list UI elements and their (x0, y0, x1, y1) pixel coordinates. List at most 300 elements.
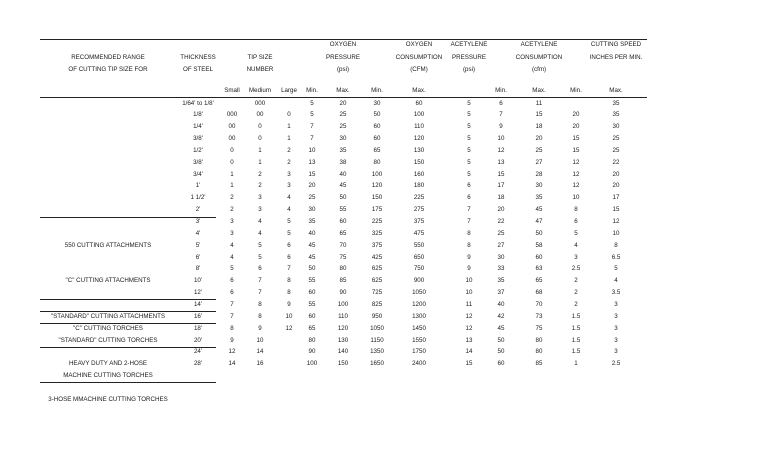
acetylene-pressure-cell: 5 (467, 123, 471, 131)
oxygen-consumption-min-cell: 225 (371, 218, 383, 225)
oxygen-pressure-min-cell: 20 (308, 182, 316, 190)
tip-medium-cell: 8 (258, 300, 262, 308)
cutting-speed-max-cell: 22 (612, 158, 620, 166)
oxygen-pressure-min-cell: 60 (308, 289, 316, 297)
oxygen-consumption-min-cell: 50 (373, 111, 381, 119)
oxygen-pressure-min-cell: 40 (308, 229, 316, 237)
oxygen-pressure-min-cell: 35 (308, 218, 316, 225)
acetylene-pressure-cell: 15 (465, 360, 473, 368)
tip-large-cell: 10 (285, 312, 293, 320)
cutting-speed-max-cell: 3 (614, 300, 618, 308)
oxygen-consumption-min-cell: 425 (371, 253, 383, 261)
acetylene-consumption-min-cell: 50 (497, 348, 505, 356)
cutting-speed-max-cell: 20 (612, 170, 620, 178)
oxygen-consumption-min-cell: 1350 (370, 348, 384, 356)
acetylene-consumption-min-cell: 22 (497, 218, 505, 225)
oxygen-consumption-max-cell: 475 (413, 229, 425, 237)
acetylene-pressure-cell: 13 (465, 336, 473, 344)
cutting-speed-max-cell: 3 (614, 348, 618, 356)
tip-small-cell: 14 (228, 360, 236, 368)
acetylene-pressure-cell: 8 (467, 229, 471, 237)
cutting-speed-max-cell: 20 (612, 182, 620, 190)
oxygen-pressure-max-cell: 50 (339, 194, 347, 202)
oxygen-pressure-max-cell: 45 (339, 182, 347, 190)
acetylene-pressure-cell: 5 (467, 135, 471, 143)
acetylene-consumption-unit: (cfm) (531, 66, 547, 73)
group-separator-rule (40, 299, 216, 300)
tip-medium-cell: 14 (256, 348, 264, 356)
oxygen-consumption-min-cell: 725 (371, 289, 383, 297)
acetylene-consumption-max-cell: 68 (535, 289, 543, 297)
acetylene-consumption-min-cell: 60 (497, 360, 505, 368)
cutting-speed-min-cell: 12 (572, 158, 580, 166)
acetylene-consumption-min-cell: 9 (499, 123, 503, 131)
acetylene-consumption-min-cell: 30 (497, 253, 505, 261)
oxygen-pressure-header-line1: OXYGEN (329, 41, 357, 48)
acetylene-consumption-max-cell: 73 (535, 312, 543, 320)
acetylene-consumption-min-cell: 17 (497, 182, 505, 190)
subheader-max-6: Max. (412, 87, 426, 94)
tip-large-cell: 12 (285, 324, 293, 332)
tip-large-cell: 5 (287, 218, 291, 225)
thickness-cell: 1/4' (193, 123, 203, 131)
cutting-speed-min-cell: 1.5 (571, 324, 581, 332)
tip-small-cell: 2 (230, 194, 234, 202)
oxygen-consumption-max-cell: 275 (413, 206, 425, 214)
oxygen-consumption-min-cell: 100 (371, 170, 383, 178)
thickness-cell: 14' (193, 300, 203, 308)
acetylene-consumption-max-cell: 85 (535, 360, 543, 368)
group-label: "C" CUTTING TORCHES (73, 324, 143, 332)
acetylene-consumption-max-cell: 15 (535, 111, 543, 119)
oxygen-consumption-min-cell: 30 (373, 99, 381, 107)
oxygen-pressure-max-cell: 30 (339, 135, 347, 143)
acetylene-consumption-max-cell: 28 (535, 170, 543, 178)
oxygen-consumption-max-cell: 225 (413, 194, 425, 202)
oxygen-pressure-min-cell: 15 (308, 170, 316, 178)
oxygen-pressure-max-cell: 25 (339, 123, 347, 131)
oxygen-pressure-max-cell: 85 (339, 277, 347, 285)
acetylene-consumption-max-cell: 47 (535, 218, 543, 225)
cutting-speed-header-line1: CUTTING SPEED (590, 41, 642, 48)
acetylene-consumption-header-line1: ACETYLENE (520, 41, 558, 48)
cutting-speed-min-cell: 4 (574, 241, 578, 249)
acetylene-pressure-cell: 5 (467, 146, 471, 154)
thickness-header-line2: OF STEEL (183, 66, 213, 73)
acetylene-consumption-min-cell: 33 (497, 265, 505, 273)
cutting-speed-min-cell: 2.5 (571, 265, 581, 273)
acetylene-pressure-cell: 7 (467, 206, 471, 214)
cutting-speed-min-cell: 12 (572, 170, 580, 178)
tip-medium-cell: 1 (258, 146, 262, 154)
acetylene-consumption-max-cell: 20 (535, 135, 543, 143)
thickness-cell: 24' (193, 348, 203, 356)
tip-small-cell: 7 (230, 312, 234, 320)
tip-large-cell: 8 (287, 289, 291, 297)
acetylene-consumption-max-cell: 80 (535, 336, 543, 344)
cutting-speed-min-cell: 10 (572, 194, 580, 202)
oxygen-pressure-min-cell: 50 (308, 265, 316, 273)
oxygen-consumption-max-cell: 900 (413, 277, 425, 285)
oxygen-pressure-max-cell: 120 (337, 324, 349, 332)
subheader-min-9: Min. (570, 87, 582, 94)
acetylene-pressure-header-line1: ACETYLENE (450, 41, 488, 48)
cutting-speed-min-cell: 20 (572, 123, 580, 131)
oxygen-consumption-max-cell: 750 (413, 265, 425, 273)
acetylene-consumption-min-cell: 6 (499, 99, 503, 107)
tip-medium-cell: 2 (258, 182, 262, 190)
oxygen-pressure-max-cell: 100 (337, 300, 349, 308)
oxygen-pressure-min-cell: 5 (310, 99, 314, 107)
tip-medium-cell: 000 (254, 99, 266, 107)
oxygen-pressure-max-cell: 75 (339, 253, 347, 261)
acetylene-pressure-cell: 5 (467, 158, 471, 166)
oxygen-consumption-min-cell: 60 (373, 123, 381, 131)
cutting-speed-max-cell: 5 (614, 265, 618, 273)
thickness-cell: 1/64' to 1/8' (182, 99, 214, 107)
cutting-speed-max-cell: 8 (614, 241, 618, 249)
oxygen-pressure-min-cell: 80 (308, 336, 316, 344)
oxygen-pressure-max-cell: 70 (339, 241, 347, 249)
subheader-large-2: Large (281, 87, 297, 94)
acetylene-pressure-cell: 12 (465, 324, 473, 332)
tip-medium-cell: 7 (258, 289, 262, 297)
oxygen-pressure-max-cell: 65 (339, 229, 347, 237)
acetylene-consumption-max-cell: 75 (535, 324, 543, 332)
thickness-cell: 10' (193, 277, 203, 285)
oxygen-consumption-max-cell: 1450 (412, 324, 426, 332)
acetylene-pressure-cell: 5 (467, 111, 471, 119)
oxygen-pressure-max-cell: 150 (337, 360, 349, 368)
tip-medium-cell: 0 (258, 123, 262, 131)
acetylene-consumption-max-cell: 63 (535, 265, 543, 273)
cutting-speed-max-cell: 17 (612, 194, 620, 202)
subheader-max-10: Max. (609, 87, 623, 94)
acetylene-consumption-max-cell: 50 (535, 229, 543, 237)
thickness-cell: 12' (193, 289, 203, 297)
oxygen-consumption-max-cell: 550 (413, 241, 425, 249)
group-separator-rule (40, 323, 216, 324)
tip-small-cell: 7 (230, 300, 234, 308)
acetylene-consumption-max-cell: 80 (535, 348, 543, 356)
tip-medium-cell: 10 (256, 336, 264, 344)
tip-large-cell: 4 (287, 194, 291, 202)
acetylene-consumption-min-cell: 13 (497, 158, 505, 166)
acetylene-consumption-min-cell: 12 (497, 146, 505, 154)
cutting-speed-max-cell: 30 (612, 123, 620, 131)
oxygen-pressure-max-cell: 130 (337, 336, 349, 344)
oxygen-pressure-min-cell: 45 (308, 241, 316, 249)
tip-medium-cell: 5 (258, 241, 262, 249)
oxygen-pressure-unit: (psi) (336, 66, 350, 73)
cutting-speed-min-cell: 5 (574, 229, 578, 237)
oxygen-pressure-min-cell: 25 (308, 194, 316, 202)
oxygen-pressure-max-cell: 20 (339, 99, 347, 107)
tip-large-cell: 7 (287, 265, 291, 273)
group-label: MACHINE CUTTING TORCHES (63, 372, 153, 380)
thickness-cell: 5' (195, 241, 201, 249)
tip-medium-cell: 8 (258, 312, 262, 320)
group-separator-rule (40, 347, 216, 348)
tip-small-cell: 8 (230, 324, 234, 332)
subheader-min-7: Min. (495, 87, 507, 94)
tip-small-cell: 2 (230, 206, 234, 214)
cutting-speed-min-cell: 1.5 (571, 336, 581, 344)
cutting-speed-min-cell: 1.5 (571, 312, 581, 320)
oxygen-consumption-max-cell: 130 (413, 146, 425, 154)
oxygen-pressure-min-cell: 45 (308, 253, 316, 261)
oxygen-pressure-max-cell: 38 (339, 158, 347, 166)
acetylene-consumption-max-cell: 25 (535, 146, 543, 154)
tip-small-cell: 4 (230, 253, 234, 261)
oxygen-pressure-min-cell: 10 (308, 146, 316, 154)
oxygen-consumption-min-cell: 825 (371, 300, 383, 308)
oxygen-pressure-max-cell: 60 (339, 218, 347, 225)
tip-small-cell: 6 (230, 289, 234, 297)
cutting-speed-min-cell: 3 (574, 253, 578, 261)
acetylene-pressure-cell: 9 (467, 265, 471, 273)
thickness-cell: 1 1/2' (190, 194, 206, 202)
oxygen-pressure-min-cell: 30 (308, 206, 316, 214)
group-label: 550 CUTTING ATTACHMENTS (64, 241, 152, 249)
oxygen-consumption-max-cell: 160 (413, 170, 425, 178)
oxygen-consumption-min-cell: 325 (371, 229, 383, 237)
subheader-small-0: Small (224, 87, 240, 94)
oxygen-consumption-min-cell: 625 (371, 265, 383, 273)
oxygen-consumption-max-cell: 1550 (412, 336, 426, 344)
tip-medium-cell: 4 (258, 229, 262, 237)
tip-medium-cell: 0 (258, 135, 262, 143)
subheader-max-8: Max. (532, 87, 546, 94)
acetylene-consumption-max-cell: 70 (535, 300, 543, 308)
cutting-speed-min-cell: 1 (574, 360, 578, 368)
tip-medium-cell: 4 (258, 218, 262, 225)
tip-large-cell: 8 (287, 277, 291, 285)
cutting-speed-max-cell: 3 (614, 312, 618, 320)
range-header-line2: OF CUTTING TIP SIZE FOR (68, 66, 148, 73)
oxygen-consumption-min-cell: 60 (373, 135, 381, 143)
oxygen-consumption-max-cell: 650 (413, 253, 425, 261)
group-label: "STANDARD" CUTTING TORCHES (58, 336, 158, 344)
oxygen-consumption-min-cell: 1150 (370, 336, 384, 344)
oxygen-pressure-min-cell: 65 (308, 324, 316, 332)
thickness-cell: 20' (193, 336, 203, 344)
group-label: "C" CUTTING ATTACHMENTS (65, 277, 151, 285)
tip-small-cell: 00 (228, 123, 236, 131)
tip-large-cell: 6 (287, 253, 291, 261)
oxygen-pressure-min-cell: 13 (308, 158, 316, 166)
thickness-header-line1: THICKNESS (180, 54, 216, 61)
oxygen-consumption-max-cell: 60 (415, 99, 423, 107)
cutting-speed-max-cell: 4 (614, 277, 618, 285)
oxygen-pressure-max-cell: 35 (339, 146, 347, 154)
cutting-speed-min-cell: 15 (572, 135, 580, 143)
oxygen-consumption-header-line2: CONSUMPTION (395, 54, 443, 61)
acetylene-consumption-min-cell: 27 (497, 241, 505, 249)
oxygen-pressure-max-cell: 55 (339, 206, 347, 214)
header-bottom-rule (40, 97, 647, 98)
acetylene-pressure-cell: 7 (467, 218, 471, 225)
acetylene-consumption-max-cell: 45 (535, 206, 543, 214)
thickness-cell: 3/4' (193, 170, 203, 178)
oxygen-consumption-min-cell: 65 (373, 146, 381, 154)
oxygen-pressure-min-cell: 100 (306, 360, 318, 368)
tip-medium-cell: 2 (258, 170, 262, 178)
cutting-speed-max-cell: 3 (614, 336, 618, 344)
thickness-cell: 3/8' (193, 158, 203, 166)
cutting-speed-max-cell: 15 (612, 206, 620, 214)
acetylene-consumption-max-cell: 11 (535, 99, 543, 107)
tip-small-cell: 0 (230, 146, 234, 154)
cutting-speed-max-cell: 25 (612, 146, 620, 154)
tip-medium-cell: 16 (256, 360, 264, 368)
thickness-cell: 8' (195, 265, 201, 273)
oxygen-consumption-min-cell: 120 (371, 182, 383, 190)
oxygen-consumption-max-cell: 120 (413, 135, 425, 143)
oxygen-consumption-min-cell: 150 (371, 194, 383, 202)
thickness-cell: 4' (195, 229, 201, 237)
cutting-speed-max-cell: 35 (612, 99, 620, 107)
acetylene-pressure-cell: 8 (467, 241, 471, 249)
oxygen-consumption-unit: (CFM) (410, 66, 428, 73)
acetylene-consumption-min-cell: 45 (497, 324, 505, 332)
table-top-rule (40, 39, 647, 40)
oxygen-consumption-min-cell: 80 (373, 158, 381, 166)
tip-medium-cell: 3 (258, 206, 262, 214)
group-separator-rule (40, 311, 216, 312)
tip-small-cell: 6 (230, 277, 234, 285)
acetylene-consumption-min-cell: 18 (497, 194, 505, 202)
group-label: HEAVY DUTY AND 2-HOSE (68, 360, 148, 368)
thickness-cell: 3' (195, 218, 201, 225)
acetylene-consumption-header-line2: CONSUMPTION (515, 54, 563, 61)
oxygen-consumption-max-cell: 1750 (412, 348, 426, 356)
acetylene-consumption-max-cell: 60 (535, 253, 543, 261)
range-header-line1: RECOMMENDED RANGE (71, 54, 145, 61)
acetylene-pressure-cell: 5 (467, 99, 471, 107)
acetylene-pressure-cell: 12 (465, 312, 473, 320)
acetylene-consumption-min-cell: 20 (497, 206, 505, 214)
tip-small-cell: 1 (230, 170, 234, 178)
thickness-cell: 18' (193, 324, 203, 332)
cutting-speed-max-cell: 2.5 (611, 360, 621, 368)
acetylene-pressure-cell: 10 (465, 277, 473, 285)
acetylene-consumption-min-cell: 40 (497, 300, 505, 308)
cutting-speed-max-cell: 3 (614, 324, 618, 332)
tip-small-cell: 000 (226, 111, 238, 119)
oxygen-consumption-max-cell: 180 (413, 182, 425, 190)
oxygen-pressure-min-cell: 7 (310, 135, 314, 143)
oxygen-pressure-min-cell: 90 (308, 348, 316, 356)
cutting-speed-min-cell: 8 (574, 206, 578, 214)
tip-large-cell: 3 (287, 170, 291, 178)
oxygen-pressure-min-cell: 5 (310, 111, 314, 119)
tip-large-cell: 1 (287, 123, 291, 131)
subheader-min-5: Min. (371, 87, 383, 94)
tip-medium-cell: 00 (256, 111, 264, 119)
cutting-speed-max-cell: 35 (612, 111, 620, 119)
oxygen-pressure-max-cell: 25 (339, 111, 347, 119)
oxygen-consumption-min-cell: 1050 (370, 324, 384, 332)
subheader-min-3: Min. (306, 87, 318, 94)
cutting-speed-max-cell: 12 (612, 218, 620, 225)
acetylene-consumption-min-cell: 50 (497, 336, 505, 344)
tip-size-header-line1: TIP SIZE (247, 54, 273, 61)
oxygen-consumption-max-cell: 150 (413, 158, 425, 166)
tip-large-cell: 4 (287, 206, 291, 214)
acetylene-consumption-max-cell: 58 (535, 241, 543, 249)
cutting-speed-header-line2: INCHES PER MIN. (589, 54, 643, 61)
acetylene-consumption-max-cell: 18 (535, 123, 543, 131)
group-separator-rule (40, 217, 216, 218)
acetylene-consumption-max-cell: 30 (535, 182, 543, 190)
tip-small-cell: 4 (230, 241, 234, 249)
acetylene-pressure-cell: 10 (465, 289, 473, 297)
tip-small-cell: 0 (230, 158, 234, 166)
oxygen-pressure-min-cell: 55 (308, 277, 316, 285)
tip-small-cell: 9 (230, 336, 234, 344)
tip-medium-cell: 9 (258, 324, 262, 332)
oxygen-consumption-max-cell: 110 (414, 123, 424, 131)
cutting-speed-min-cell: 2 (574, 277, 578, 285)
tip-small-cell: 3 (230, 229, 234, 237)
tip-large-cell: 2 (287, 146, 291, 154)
thickness-cell: 16' (193, 312, 203, 320)
group-label: 3-HOSE MMACHINE CUTTING TORCHES (48, 395, 168, 403)
oxygen-pressure-max-cell: 40 (339, 170, 347, 178)
cutting-speed-min-cell: 1.5 (571, 348, 581, 356)
thickness-cell: 28' (193, 360, 203, 368)
thickness-cell: 3/8' (193, 135, 203, 143)
acetylene-consumption-max-cell: 65 (535, 277, 543, 285)
tip-medium-cell: 5 (258, 253, 262, 261)
acetylene-consumption-max-cell: 35 (535, 194, 543, 202)
cutting-speed-max-cell: 25 (612, 135, 620, 143)
thickness-cell: 2' (195, 206, 201, 214)
tip-medium-cell: 1 (258, 158, 262, 166)
oxygen-consumption-max-cell: 1200 (412, 300, 426, 308)
oxygen-consumption-min-cell: 1650 (370, 360, 384, 368)
cutting-speed-max-cell: 6.5 (611, 253, 621, 261)
oxygen-consumption-min-cell: 175 (371, 206, 383, 214)
acetylene-pressure-header-line2: PRESSURE (451, 54, 487, 61)
acetylene-consumption-min-cell: 35 (497, 277, 505, 285)
tip-medium-cell: 6 (258, 265, 262, 273)
acetylene-pressure-cell: 6 (467, 194, 471, 202)
tip-medium-cell: 3 (258, 194, 262, 202)
oxygen-pressure-max-cell: 80 (339, 265, 347, 273)
thickness-cell: 1/2' (193, 146, 203, 154)
acetylene-pressure-cell: 11 (465, 300, 473, 308)
acetylene-consumption-min-cell: 42 (497, 312, 505, 320)
tip-large-cell: 1 (287, 135, 291, 143)
oxygen-consumption-max-cell: 1300 (412, 312, 426, 320)
acetylene-consumption-min-cell: 37 (497, 289, 505, 297)
oxygen-consumption-max-cell: 375 (413, 218, 425, 225)
tip-large-cell: 2 (287, 158, 291, 166)
oxygen-pressure-min-cell: 7 (310, 123, 314, 131)
acetylene-pressure-cell: 6 (467, 182, 471, 190)
acetylene-pressure-cell: 5 (467, 170, 471, 178)
tip-large-cell: 0 (287, 111, 291, 119)
tip-small-cell: 00 (228, 135, 236, 143)
oxygen-pressure-min-cell: 55 (308, 300, 316, 308)
acetylene-pressure-cell: 9 (467, 253, 471, 261)
tip-large-cell: 6 (287, 241, 291, 249)
acetylene-consumption-min-cell: 15 (497, 170, 505, 178)
tip-small-cell: 12 (228, 348, 236, 356)
tip-small-cell: 5 (230, 265, 234, 273)
